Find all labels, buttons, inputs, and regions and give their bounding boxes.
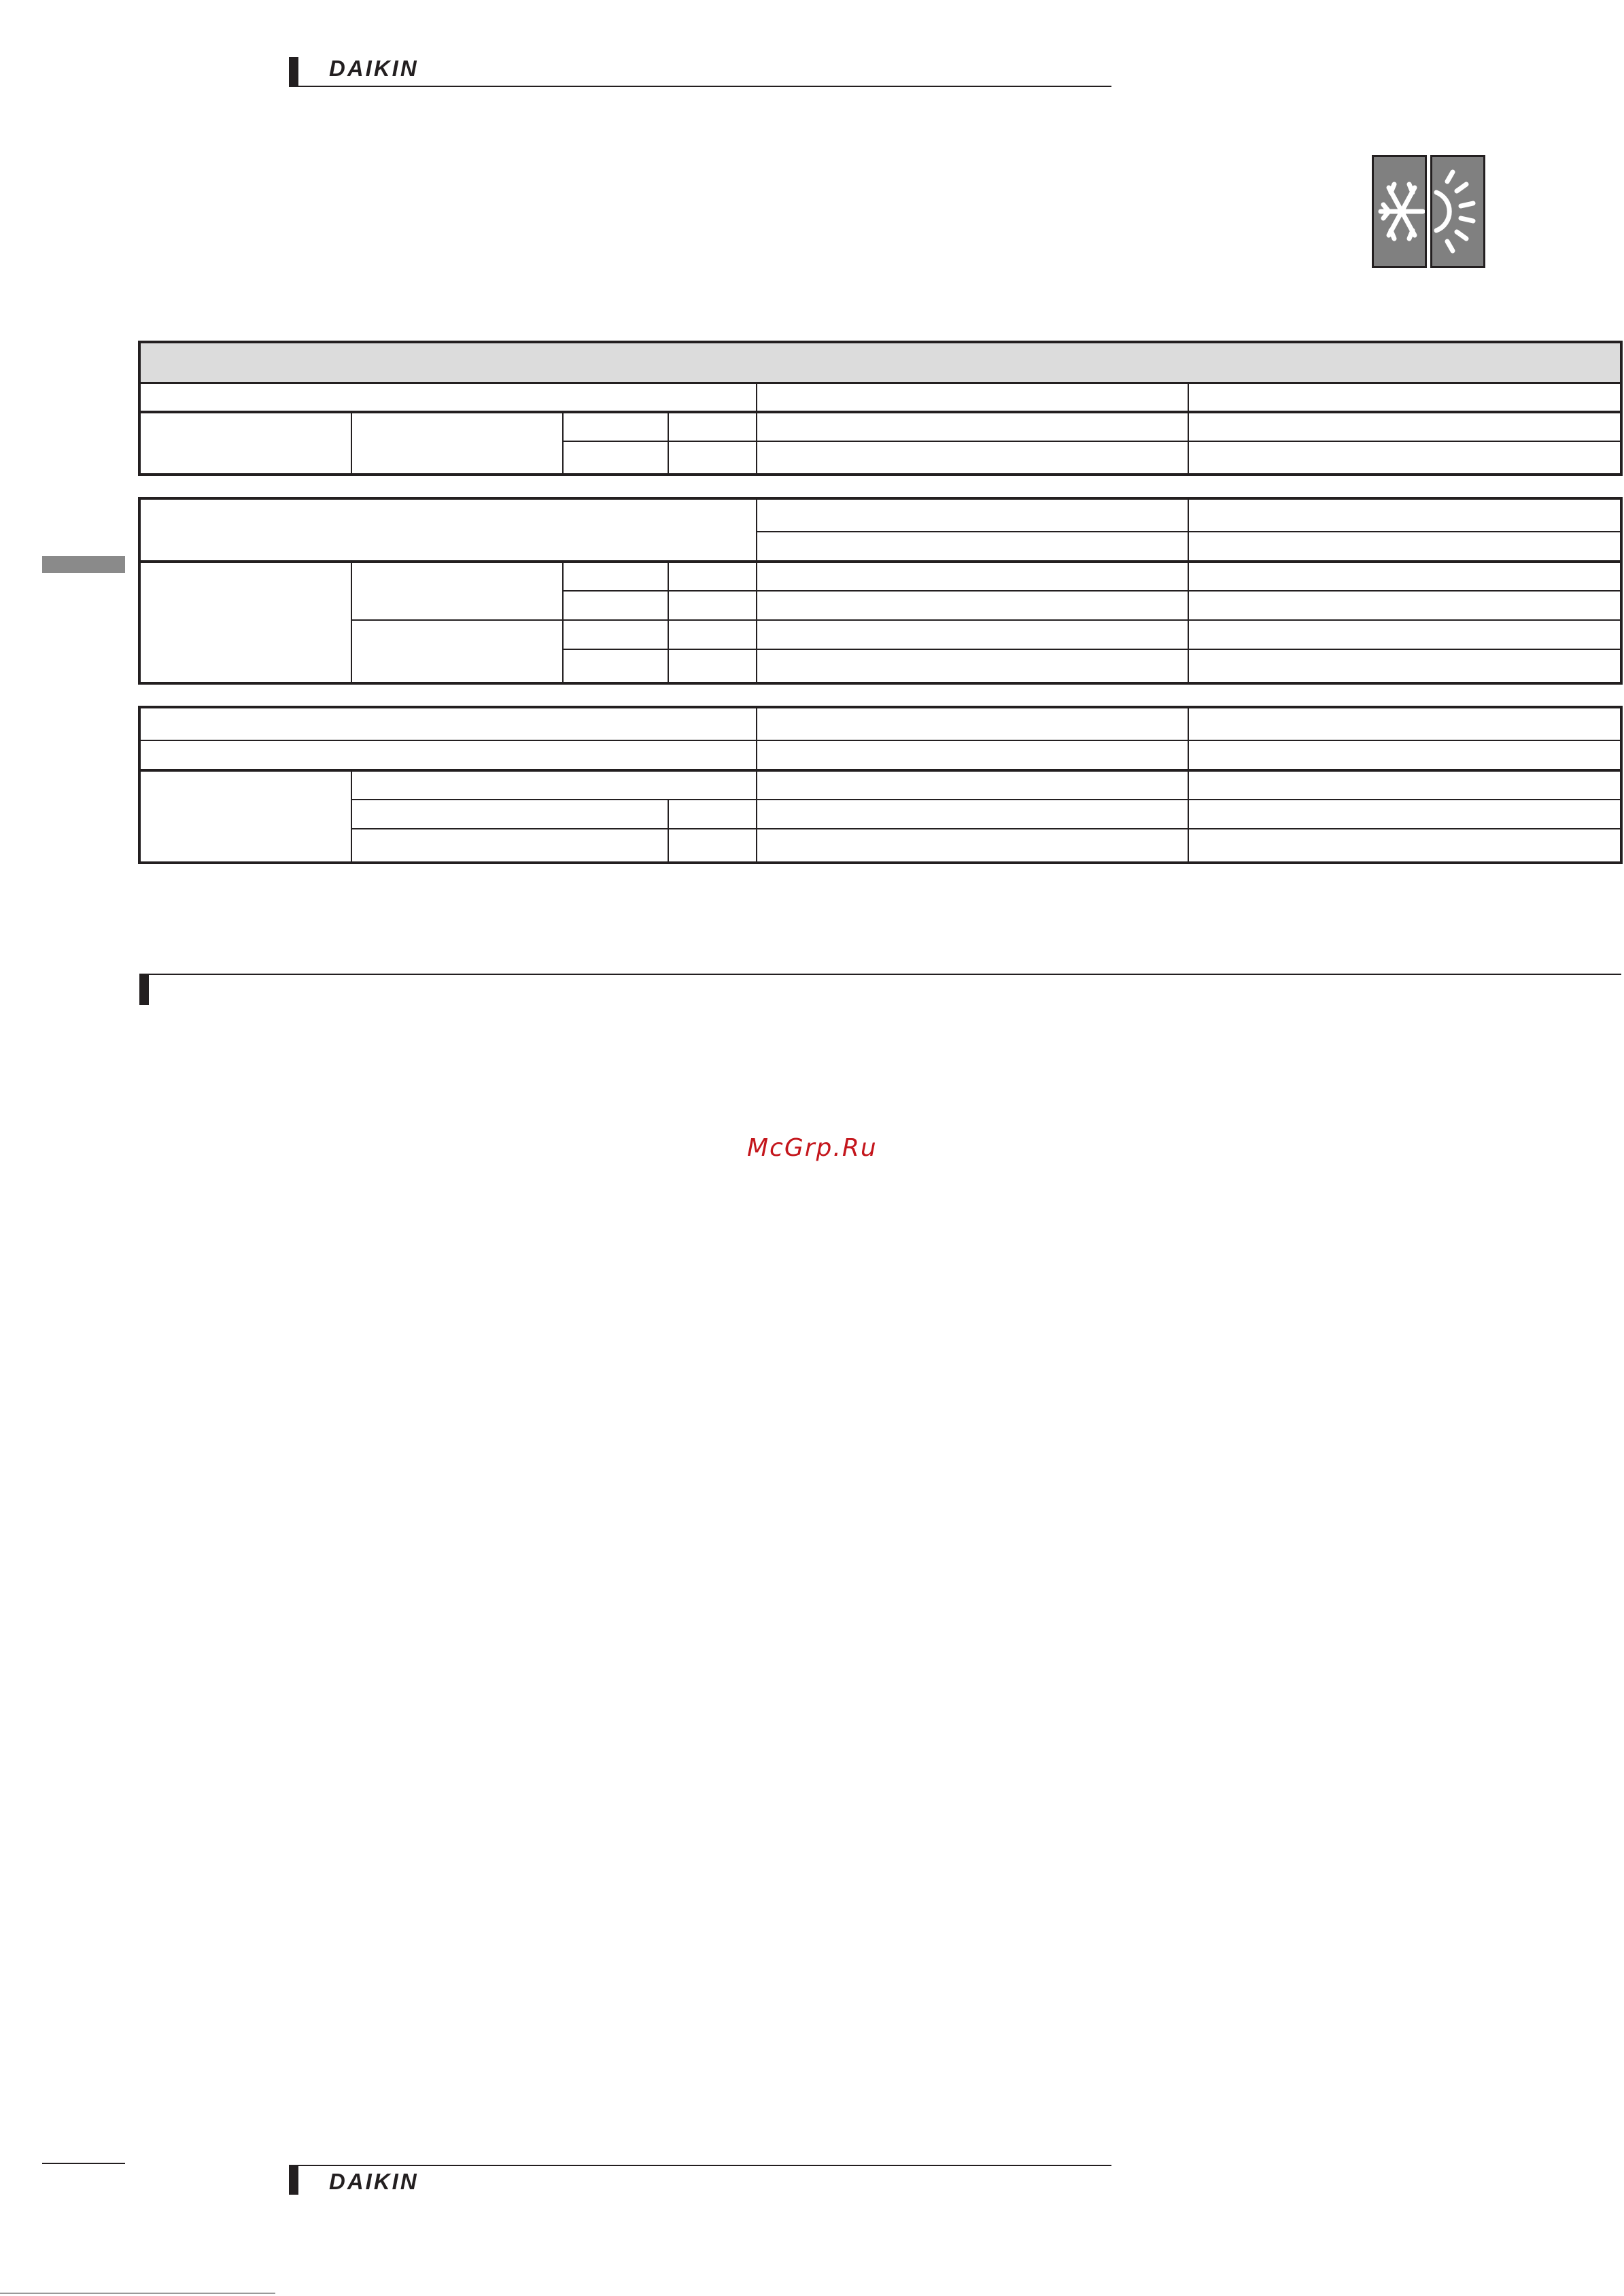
table-cell [1188,708,1621,740]
table-cell [757,740,1189,770]
table-cell [563,591,668,620]
table-cell [1188,620,1621,649]
table-cell [563,620,668,649]
table-cell [668,591,757,620]
table-cell [1188,591,1621,620]
snowflake-icon [1372,155,1427,268]
table-cell [351,800,668,829]
footer-left-rule [42,2163,125,2164]
table-cell [1188,562,1621,591]
table-row [140,620,1621,649]
table-cell [757,620,1189,649]
table-cell [757,383,1189,412]
table-row [140,740,1621,770]
spec-table-3 [139,707,1621,863]
table-cell [1188,649,1621,683]
table-cell [1188,829,1621,862]
table-row [140,829,1621,862]
table-row [140,562,1621,591]
bottom-edge-rule [0,2293,275,2294]
table-row [140,499,1621,532]
table-cell [668,829,757,862]
table-cell [1188,740,1621,770]
table-cell [757,649,1189,683]
table-cell [1188,441,1621,474]
table-cell [668,412,757,441]
header-logo: DAIKIN [329,56,419,81]
table-cell [140,499,757,562]
table-cell [140,770,351,862]
table-row [140,770,1621,800]
table-cell [563,412,668,441]
table-cell [1188,499,1621,532]
table-cell [668,800,757,829]
table-cell [757,441,1189,474]
table-cell [1188,800,1621,829]
table-cell [668,620,757,649]
table-cell [1188,383,1621,412]
footer-bar-mark [289,2165,298,2195]
table-cell [140,562,351,683]
spec-table-2 [139,498,1621,683]
table-cell [1188,532,1621,562]
table-cell [757,770,1189,800]
table-cell [140,383,757,412]
table-cell [140,343,1621,383]
footer-rule [289,2165,1111,2166]
chapter-side-tab [42,556,125,573]
table-cell [668,441,757,474]
section-rule [139,974,1621,975]
table-cell [351,620,563,683]
table-cell [351,412,563,474]
table-cell [668,649,757,683]
footer-logo: DAIKIN [329,2169,419,2194]
table-cell [1188,770,1621,800]
table-cell [351,829,668,862]
table-1-title-row [140,343,1621,383]
spec-table-1 [139,342,1621,475]
table-cell [351,562,563,620]
table-cell [140,412,351,474]
table-cell [757,800,1189,829]
table-cell [140,740,757,770]
table-cell [757,708,1189,740]
header-bar-mark [289,57,298,87]
table-row [140,412,1621,441]
table-cell [351,770,757,800]
table-cell [757,532,1189,562]
table-row [140,708,1621,740]
table-row [140,800,1621,829]
sun-icon [1430,155,1485,268]
table-cell [1188,412,1621,441]
table-cell [140,708,757,740]
table-cell [757,412,1189,441]
watermark-text: McGrp.Ru [747,1134,878,1162]
table-cell [757,829,1189,862]
header-rule [289,86,1111,87]
section-marker [139,974,149,1005]
table-cell [757,499,1189,532]
table-cell [757,562,1189,591]
table-cell [563,562,668,591]
table-cell [563,649,668,683]
table-cell [757,591,1189,620]
table-cell [668,562,757,591]
table-row [140,383,1621,412]
table-cell [563,441,668,474]
cool-heat-icon-group [1372,155,1485,268]
